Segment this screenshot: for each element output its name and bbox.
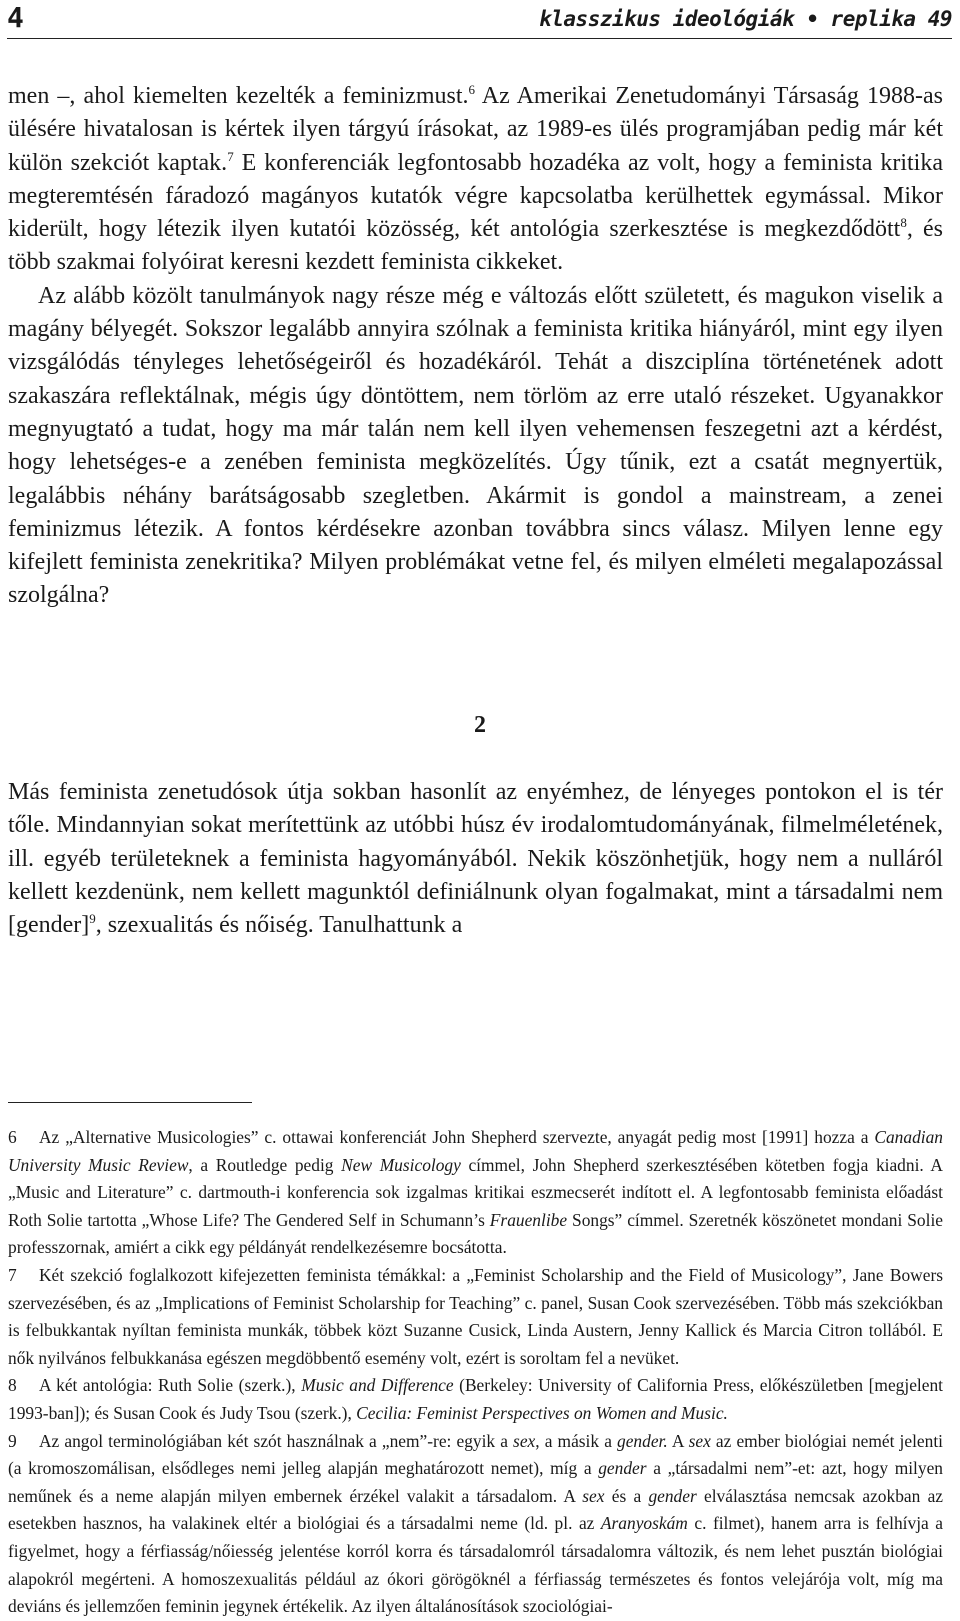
page-number: 4 bbox=[7, 1, 24, 34]
footnote-6: 6 Az „Alternative Musicologies” c. ottawai konferenciát John Shepherd szervezte, anyagát pedig most [1991] hozza a Canadian University Music Review, a Routledge pedig New Musicology címmel, John Shepherd szerkesztésében kötetben fogja kiadni. A „Music and Literature” c. dartmouth-i konferencia sok izgalmas kritikai eszmecserét indított el. A legfontosabb feminista előadást Roth Solie tartotta „Whose Life? The Gendered Self in Schumann’s Frauenlibe Songs” címmel. Szeretnék köszönetet mondani Solie professzornak, amiért a cikk egy példányát rendelkezésemre bocsátotta. bbox=[8, 1124, 943, 1262]
running-header bbox=[7, 0, 952, 39]
footnote-separator bbox=[8, 1102, 252, 1103]
footnote-9: 9 Az angol terminológiában két szót használnak a „nem”-re: egyik a sex, a másik a gender. A sex az ember biológiai nemét jelenti (a kromoszomálisan, elsődleges nemi jelleg alapján meghatározott nemet), míg a gender a „társadalmi nem”-et: azt, hogy milyen neműnek és a neme alapján milyen embernek érzékel valakit a társadalom. A sex és a gender elválasztása nemcsak azokban az esetekben hasznos, ha valakinek eltér a biológiai és a társadalmi neme (ld. pl. az Aranyoskám c. filmet), hanem arra is felhívja a figyelmet, hogy a férfiasság/nőiesség jelentése korról korra és társadalomról társadalomra változik, és nem lehet pusztán biológiai alapokról megérteni. A homoszexualitás például az ókori görögöknél a férfiasság természetes és fontos velejárója volt, míg ma deviáns és jellemzően feminin jegynek értékelik. Az ilyen általánosítások szociológiai- bbox=[8, 1428, 943, 1621]
footnote-number: 9 bbox=[8, 1430, 17, 1451]
footnote-ref-6[interactable]: 6 bbox=[468, 82, 476, 97]
footnote-number: 7 bbox=[8, 1264, 17, 1285]
section-number: 2 bbox=[474, 712, 486, 738]
running-title: klasszikus ideológiák • replika 49 bbox=[539, 7, 952, 31]
body-text-section-2 bbox=[8, 776, 943, 942]
footnote-ref-8[interactable]: 8 bbox=[900, 215, 907, 231]
footnote-ref-9[interactable]: 9 bbox=[89, 911, 96, 927]
footnote-8: 8 A két antológia: Ruth Solie (szerk.), Music and Difference (Berkeley: University of California Press, előkészületben [megjelent 1993-ban]); és Susan Cook és Judy Tsou (szerk.), Cecilia: Feminist Perspectives on Women and Music. bbox=[8, 1372, 943, 1427]
footnote-number: 8 bbox=[8, 1375, 17, 1396]
footnote-ref-7[interactable]: 7 bbox=[227, 148, 234, 164]
body-text-section-1 bbox=[8, 80, 943, 613]
footnote-7: 7 Két szekció foglalkozott kifejezetten feminista témákkal: a „Feminist Scholarship and the Field of Musicology”, Jane Bowers szervezésében, és az „Implications of Feminist Scholarship for Teaching” c. panel, Susan Cook szervezésében. Több más szekciókban is felbukkantak nyíltan feminista munkák, többek közt Suzanne Cusick, Linda Austern, Jenny Kallick és Marcia Citron tollából. E nők nyilvános felbukkanása egészen megdöbbentő esemény volt, ezért is soroltam fel a nevüket. bbox=[8, 1262, 943, 1372]
footnote-number: 6 bbox=[8, 1127, 17, 1147]
footnotes bbox=[8, 1124, 943, 1621]
paragraph-2: Az alább közölt tanulmányok nagy része még e változás előtt született, és magukon viselik a magány bélyegét. Sokszor legalább annyira szólnak a feminista kritika hiányáról, mint egy ilyen vizsgálódás tényleges lehetőségeiről és hozadékáról. Tehát a diszciplína történetének adott szakaszára reflektálnak, mégis úgy döntöttem, nem törlöm az erre utaló részeket. Ugyanakkor megnyugtató a tudat, hogy ma már talán nem kell ilyen vehemensen feszegetni azt a kérdést, hogy lehetséges-e a zenében feminista megközelítés. Úgy tűnik, ezt a csatát megnyertük, legalábbis néhány barátságosabb szegletben. Akármit is gondol a mainstream, a zenei feminizmus létezik. A fontos kérdésekre azonban továbbra sincs válasz. Milyen lenne egy kifejlett feminista zenekritika? Milyen problémákat vetne fel, és milyen elméleti megalapozással szolgálna? bbox=[8, 282, 943, 609]
paragraph-1: men –, ahol kiemelten kezelték a feminizmust.$^6$ Az Amerikai Zenetudományi Társaság 1988-as ülésére hivatalosan is kértek ilyen tárgyú írásokat, az 1989-es ülés programjában pedig már két külön szekciót kaptak.$^7$ E konferenciák legfontosabb hozadéka az volt, hogy a feminista kritika megteremtésén fáradozó magányos kutatók végre kapcsolatba kerülhettek egymással. Mikor kiderült, hogy létezik ilyen kutatói közösség, két antológia szerkesztése is megkezdődött$^8$, és több szakmai folyóirat keresni kezdett feminista cikkeket. bbox=[8, 82, 943, 276]
paragraph-3: Más feminista zenetudósok útja sokban hasonlít az enyémhez, de lényeges pontokon el is tér tőle. Mindannyian sokat merítettünk az utóbbi húsz év irodalomtudományának, filmelméletének, ill. egyéb területeknek a feminista hagyományából. Nekik köszönhetjük, hogy nem a nulláról kellett kezdenünk, nem kellett magunktól definiálnunk olyan fogalmakat, mint a társadalmi nem [gender]$^9$, szexualitás és nőiség. Tanulhattunk a bbox=[8, 779, 943, 939]
